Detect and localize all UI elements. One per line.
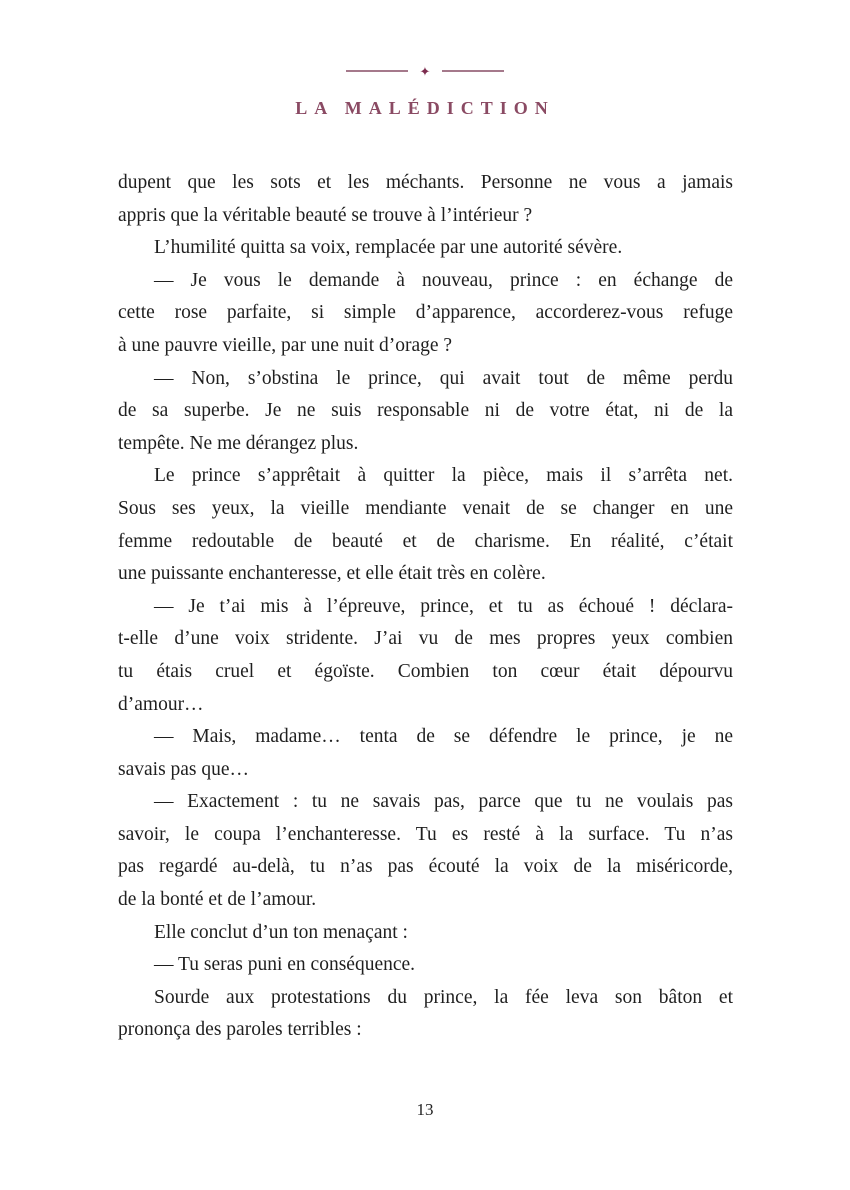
text-line: — Mais, madame… tenta de se défendre le prince, je ne <box>154 726 733 748</box>
text-line: — Je t’ai mis à l’épreuve, prince, et tu as échoué ! déclara- <box>154 595 733 617</box>
text-line: dupent que les sots et les méchants. Personne ne vous a jamais <box>118 172 733 193</box>
text-line: de sa superbe. Je ne suis responsable ni de votre état, ni de la <box>118 400 733 422</box>
text-line: de la bonté et de l’amour. <box>118 889 317 911</box>
chapter-ornament <box>0 60 850 82</box>
text-line: une puissante enchanteresse, et elle était très en colère. <box>118 563 546 585</box>
page-footer <box>0 1100 850 1120</box>
text-line: pas regardé au-delà, tu n’as pas écouté la voix de la miséricorde, <box>118 856 733 878</box>
chapter-header <box>0 60 850 119</box>
text-line: à une pauvre vieille, par une nuit d’orage ? <box>118 334 453 356</box>
text-line: t-elle d’une voix stridente. J’ai vu de mes propres yeux combien <box>118 628 733 650</box>
text-line: — Exactement : tu ne savais pas, parce que tu ne voulais pas <box>154 791 733 813</box>
text-line: Le prince s’apprêtait à quitter la pièce, mais il s’arrêta net. <box>154 465 733 487</box>
text-line: Elle conclut d’un ton menaçant : <box>154 921 408 943</box>
text-line: — Je vous le demande à nouveau, prince : en échange de <box>154 269 733 291</box>
text-line: L’humilité quitta sa voix, remplacée par une autorité sévère. <box>154 237 623 259</box>
ornament-rule-left <box>346 70 408 72</box>
text-line: Sourde aux protestations du prince, la fée leva son bâton et <box>154 986 733 1008</box>
text-line: femme redoutable de beauté et de charisme. En réalité, c’était <box>118 530 733 552</box>
ornament-rule-right <box>442 70 504 72</box>
text-line: tempête. Ne me dérangez plus. <box>118 432 359 454</box>
text-line: prononça des paroles terribles : <box>118 1019 362 1041</box>
text-line: — Tu seras puni en conséquence. <box>154 954 416 976</box>
page-number: 13 <box>416 1100 434 1119</box>
body-text <box>118 167 733 1047</box>
text-line: savoir, le coupa l’enchanteresse. Tu es resté à la surface. Tu n’as <box>118 823 733 845</box>
text-line: d’amour… <box>118 693 204 715</box>
text-line: — Non, s’obstina le prince, qui avait tout de même perdu <box>154 367 733 389</box>
ornament-star-icon: ✦ <box>419 63 431 79</box>
text-line: Sous ses yeux, la vieille mendiante venait de se changer en une <box>118 497 733 519</box>
text-line: savais pas que… <box>118 758 250 780</box>
chapter-title: LA MALÉDICTION <box>295 98 555 118</box>
text-line: cette rose parfaite, si simple d’apparence, accorderez-vous refuge <box>118 302 733 324</box>
text-line: tu étais cruel et égoïste. Combien ton cœur était dépourvu <box>118 660 733 682</box>
text-line: appris que la véritable beauté se trouve à l’intérieur ? <box>118 204 533 226</box>
